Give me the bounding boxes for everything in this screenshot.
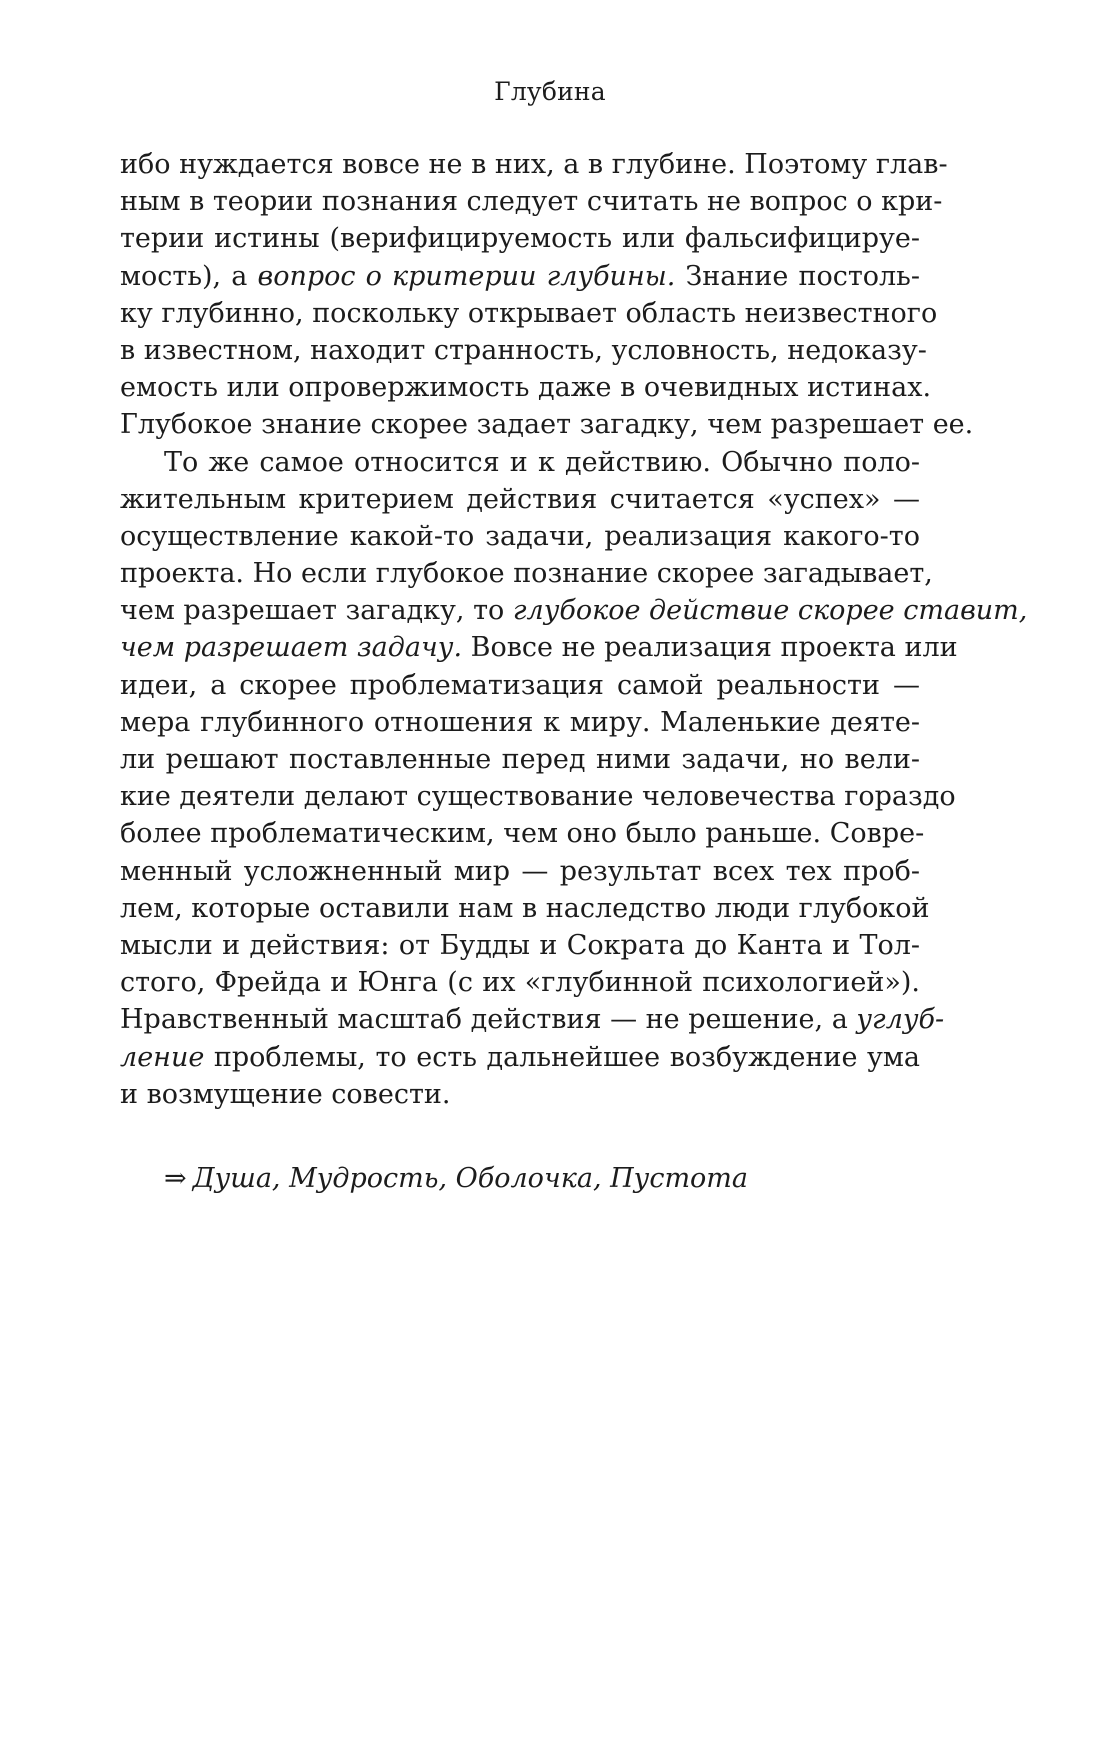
see-also-links: Душа, Мудрость, Оболочка, Пустота <box>192 1163 749 1194</box>
running-header: Глубина <box>494 77 606 106</box>
right-double-arrow-icon: ⇒ <box>164 1163 187 1194</box>
text-line: мысли и действия: от Будды и Сократа до Канта и Тол- <box>120 929 920 961</box>
text-line: идеи, а скорее проблематизация самой реальности — <box>120 669 920 701</box>
text-line: более проблематическим, чем оно было раньше. Совре- <box>120 818 925 850</box>
text-line: в известном, находит странность, условность, недоказу- <box>120 334 927 366</box>
text-line: мера глубинного отношения к миру. Маленькие деяте- <box>120 706 920 738</box>
text-line: мость), а вопрос о критерии глубины. Знание постоль- <box>120 260 920 292</box>
text-line: емость или опровержимость даже в очевидных истинах. <box>120 372 932 404</box>
text-line: ным в теории познания следует считать не вопрос о кри- <box>120 186 943 218</box>
body-text <box>120 146 1028 1113</box>
text-line: ление проблемы, то есть дальнейшее возбуждение ума <box>120 1041 920 1073</box>
text-line: чем разрешает загадку, то глубокое действие скорее ставит, <box>120 595 1028 627</box>
text-line: ибо нуждается вовсе не в них, а в глубине. Поэтому глав- <box>120 149 948 180</box>
text-line: Глубокое знание скорее задает загадку, чем разрешает ее. <box>120 409 974 441</box>
text-line: чем разрешает задачу. Вовсе не реализация проекта или <box>120 632 958 664</box>
text-line: стого, Фрейда и Юнга (с их «глубинной психологией»). <box>120 967 920 999</box>
italic-phrase: глубокое действие скорее ставит, <box>512 595 1028 627</box>
text-line: кие деятели делают существование человечества гораздо <box>120 781 956 813</box>
see-also-reference <box>164 1160 748 1197</box>
italic-phrase: вопрос о критерии глубины. <box>257 260 676 292</box>
text-line: Нравственный масштаб действия — не решение, а углуб- <box>120 1004 945 1036</box>
text-line: ку глубинно, поскольку открывает область неизвестного <box>120 297 938 329</box>
italic-phrase: ление <box>120 1041 205 1073</box>
text-line: лем, которые оставили нам в наследство люди глубокой <box>120 892 930 924</box>
text-line: и возмущение совести. <box>120 1078 451 1110</box>
text-line: проекта. Но если глубокое познание скорее загадывает, <box>120 558 933 590</box>
italic-phrase: чем разрешает задачу. <box>120 632 463 664</box>
paragraph-first-line: То же самое относится и к действию. Обычно поло- <box>164 446 920 478</box>
text-line: менный усложненный мир — результат всех тех проб- <box>120 855 920 887</box>
italic-phrase: углуб- <box>856 1004 945 1036</box>
text-line: терии истины (верифицируемость или фальсифицируе- <box>120 223 920 255</box>
text-line: ли решают поставленные перед ними задачи, но вели- <box>120 744 920 775</box>
text-line: осуществление какой-то задачи, реализация какого-то <box>120 520 920 552</box>
text-line: жительным критерием действия считается «успех» — <box>120 483 920 515</box>
